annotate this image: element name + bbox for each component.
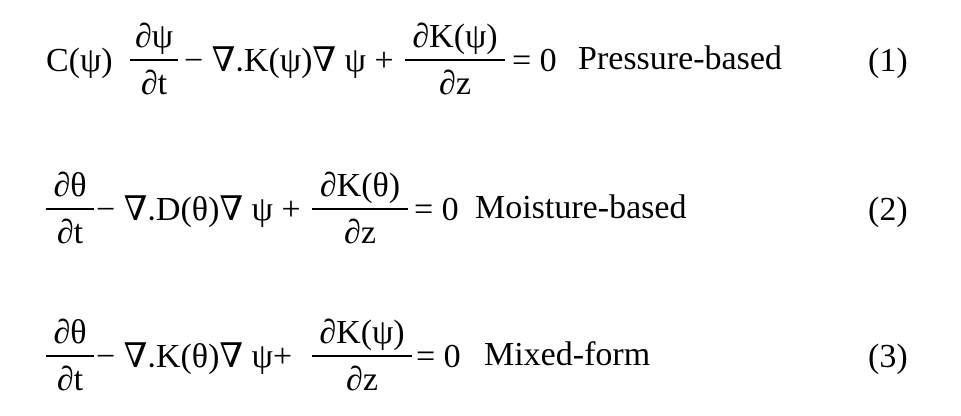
- equation-1-fraction-1-denominator: ∂t: [140, 65, 168, 102]
- equation-1-middle-terms: − ∇.K(ψ)∇ ψ +: [184, 42, 394, 79]
- equation-2-fraction-1-numerator: ∂θ: [53, 167, 87, 204]
- equation-2-equals-zero: = 0: [414, 191, 459, 228]
- equation-3-equals-zero: = 0: [416, 338, 461, 375]
- equation-3-fraction-1-bar: [46, 355, 94, 357]
- equation-3-fraction-2-bar: [312, 355, 412, 357]
- equation-2-fraction-2-numerator: ∂K(θ): [319, 167, 401, 204]
- equation-1-fraction-1-numerator: ∂ψ: [134, 18, 174, 55]
- equation-1-fraction-2-numerator: ∂K(ψ): [412, 18, 498, 55]
- equation-1-fraction-1-bar: [130, 59, 178, 61]
- equation-1-number: (1): [868, 42, 908, 79]
- equation-3-fraction-2-numerator: ∂K(ψ): [319, 314, 405, 351]
- equation-2-fraction-2-bar: [312, 208, 408, 210]
- equation-1-label: Pressure-based: [578, 40, 782, 77]
- equation-1-prefix: C(ψ): [46, 42, 113, 79]
- equation-3-label: Mixed-form: [484, 336, 651, 373]
- equation-2-fraction-2-denominator: ∂z: [344, 214, 376, 251]
- equation-2: [0, 163, 961, 263]
- equation-2-label: Moisture-based: [475, 189, 687, 226]
- equation-1-equals-zero: = 0: [512, 42, 557, 79]
- equation-2-fraction-1-bar: [46, 208, 94, 210]
- equation-1: [0, 14, 961, 114]
- equation-3-number: (3): [868, 338, 908, 375]
- equation-3: [0, 310, 961, 410]
- equation-2-middle-terms: − ∇.D(θ)∇ ψ +: [96, 191, 301, 228]
- equation-2-fraction-1-denominator: ∂t: [56, 214, 84, 251]
- equation-1-fraction-2-denominator: ∂z: [439, 65, 471, 102]
- equation-1-fraction-2-bar: [405, 59, 505, 61]
- equation-3-fraction-2-denominator: ∂z: [346, 361, 378, 398]
- equation-2-number: (2): [868, 191, 908, 228]
- equation-3-middle-terms: − ∇.K(θ)∇ ψ+: [96, 338, 293, 375]
- equation-3-fraction-1-numerator: ∂θ: [53, 314, 87, 351]
- equation-3-fraction-1-denominator: ∂t: [56, 361, 84, 398]
